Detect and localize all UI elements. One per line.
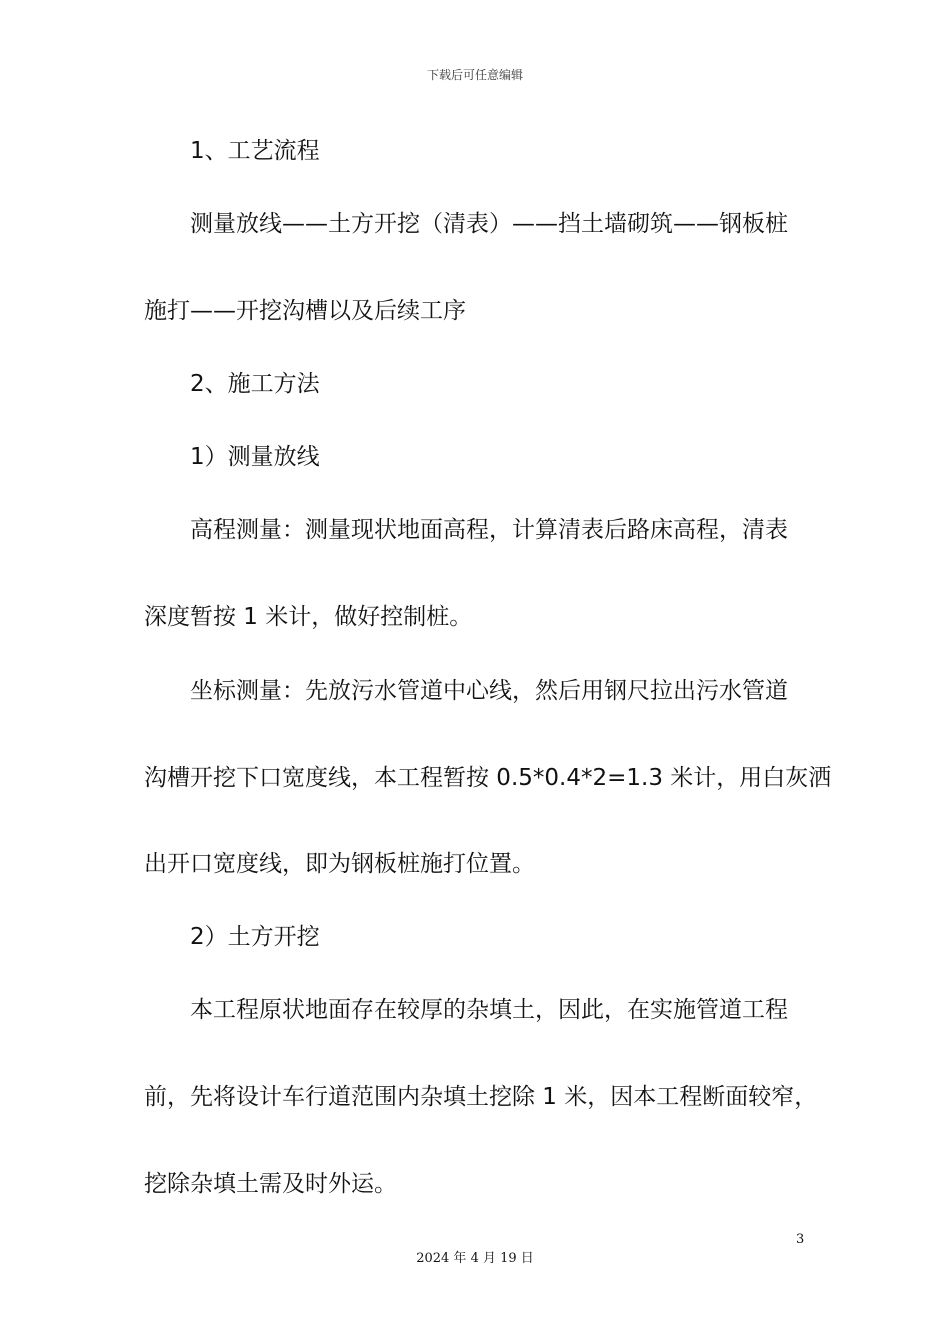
paragraph-line: 施打——开挖沟槽以及后续工序 xyxy=(144,298,466,324)
paragraph-line: 测量放线——土方开挖（清表）——挡土墙砌筑——钢板桩 xyxy=(190,211,788,237)
paragraph-line: 坐标测量：先放污水管道中心线，然后用钢尺拉出污水管道 xyxy=(190,678,788,704)
paragraph-line: 前，先将设计车行道范围内杂填土挖除 1 米，因本工程断面较窄， xyxy=(144,1084,818,1110)
section-heading-process: 1、工艺流程 xyxy=(190,138,320,164)
paragraph-line: 沟槽开挖下口宽度线，本工程暂按 0.5*0.4*2=1.3 米计，用白灰洒 xyxy=(144,765,832,791)
subsection-heading-excavation: 2）土方开挖 xyxy=(190,924,320,950)
subsection-heading-survey: 1）测量放线 xyxy=(190,444,320,470)
paragraph-line: 挖除杂填土需及时外运。 xyxy=(144,1171,397,1197)
page-number: 3 xyxy=(796,1232,805,1247)
page-header: 下载后可任意编辑 xyxy=(426,68,523,82)
paragraph-line: 本工程原状地面存在较厚的杂填土，因此，在实施管道工程 xyxy=(190,997,788,1023)
paragraph-line: 出开口宽度线，即为钢板桩施打位置。 xyxy=(144,851,535,877)
paragraph-line: 高程测量：测量现状地面高程，计算清表后路床高程，清表 xyxy=(190,517,788,543)
footer-date: 2024 年 4 月 19 日 xyxy=(416,1251,534,1266)
paragraph-line: 深度暂按 1 米计，做好控制桩。 xyxy=(144,604,473,630)
section-heading-method: 2、施工方法 xyxy=(190,371,320,397)
